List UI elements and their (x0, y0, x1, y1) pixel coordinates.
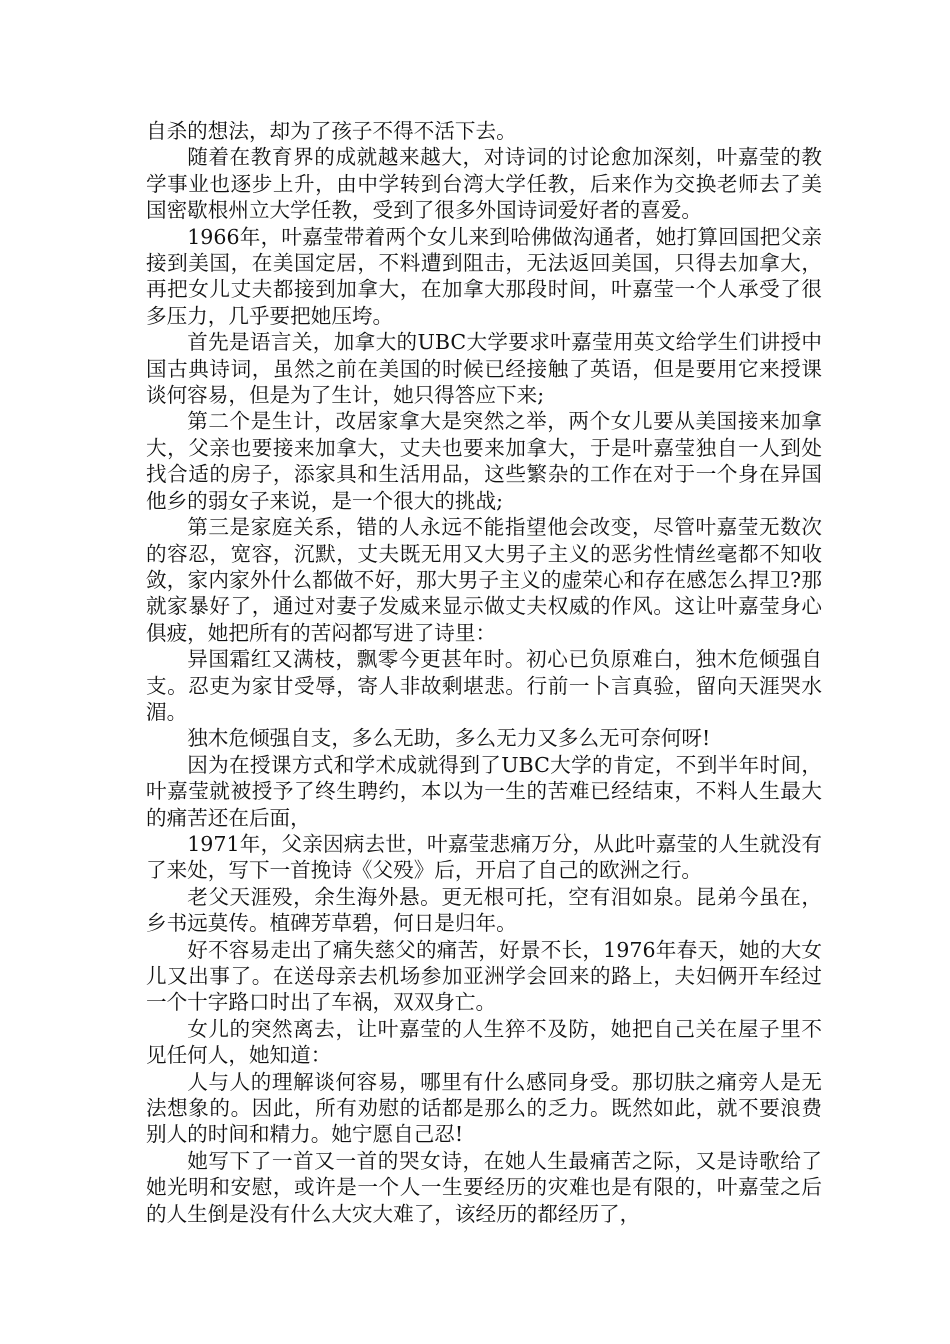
paragraph-6: 第三是家庭关系，错的人永远不能指望他会改变，尽管叶嘉莹无数次的容忍，宽容，沉默，丈夫既无用又大男子主义的恶劣性情丝毫都不知收敛，家内家外什么都做不好，那大男子主义的虚荣心和存在感怎么捍卫?那就家暴好了，通过对妻子发威来显示做丈夫权威的作风。这让叶嘉莹身心俱疲，她把所有的苦闷都写进了诗里： (146, 515, 822, 645)
paragraph-5: 第二个是生计，改居家拿大是突然之举，两个女儿要从美国接来加拿大，父亲也要接来加拿大，丈夫也要来加拿大，于是叶嘉莹独自一人到处找合适的房子，添家具和生活用品，这些繁杂的工作在对于一个身在异国他乡的弱女子来说，是一个很大的挑战; (146, 409, 822, 513)
paragraph-12: 好不容易走出了痛失慈父的痛苦，好景不长，1976年春天，她的大女儿又出事了。在送母亲去机场参加亚洲学会回来的路上，夫妇俩开车经过一个十字路口时出了车祸，双双身亡。 (146, 937, 822, 1015)
paragraph-14: 人与人的理解谈何容易，哪里有什么感同身受。那切肤之痛旁人是无法想象的。因此，所有劝慰的话都是那么的乏力。既然如此，就不要浪费别人的时间和精力。她宁愿自己忍! (146, 1069, 822, 1147)
paragraph-15: 她写下了一首又一首的哭女诗，在她人生最痛苦之际，又是诗歌给了她光明和安慰，或许是一个人一生要经历的灾难也是有限的，叶嘉莹之后的人生倒是没有什么大灾大难了，该经历的都经历了， (146, 1148, 822, 1226)
paragraph-8: 独木危倾强自支，多么无助，多么无力又多么无可奈何呀! (187, 726, 711, 751)
paragraph-1: 自杀的想法，却为了孩子不得不活下去。 (146, 119, 517, 143)
paragraph-4: 首先是语言关，加拿大的UBC大学要求叶嘉莹用英文给学生们讲授中国古典诗词，虽然之前在美国的时候已经接触了英语，但是要用它来授课谈何容易，但是为了生计，她只得答应下来; (146, 330, 822, 408)
paragraph-3: 1966年，叶嘉莹带着两个女儿来到哈佛做沟通者，她打算回国把父亲接到美国，在美国定居，不料遭到阻击，无法返回美国，只得去加拿大，再把女儿丈夫都接到加拿大，在加拿大那段时间，叶嘉莹一个人承受了很多压力，几乎要把她压垮。 (146, 224, 822, 328)
article-body (146, 118, 822, 1227)
paragraph-9: 因为在授课方式和学术成就得到了UBC大学的肯定，不到半年时间，叶嘉莹就被授予了终生聘约，本以为一生的苦难已经结束，不料人生最大的痛苦还在后面， (146, 752, 822, 830)
poem-paragraph-1: 异国霜红又满枝，飘零今更甚年时。初心已负原难白，独木危倾强自支。忍吏为家甘受辱，寄人非故剩堪悲。行前一卜言真验，留向天涯哭水湄。 (146, 647, 822, 724)
paragraph-13: 女儿的突然离去，让叶嘉莹的人生猝不及防，她把自己关在屋子里不见任何人，她知道： (146, 1016, 822, 1068)
paragraph-2: 随着在教育界的成就越来越大，对诗词的讨论愈加深刻，叶嘉莹的教学事业也逐步上升，由中学转到台湾大学任教，后来作为交换老师去了美国密歇根州立大学任教，受到了很多外国诗词爱好者的喜爱。 (146, 145, 822, 223)
poem-paragraph-2: 老父天涯殁，余生海外悬。更无根可托，空有泪如泉。昆弟今虽在，乡书远莫传。植碑芳草碧，何日是归年。 (146, 884, 822, 936)
paragraph-10: 1971年，父亲因病去世，叶嘉莹悲痛万分，从此叶嘉莹的人生就没有了来处，写下一首挽诗《父殁》后，开启了自己的欧洲之行。 (146, 831, 822, 883)
